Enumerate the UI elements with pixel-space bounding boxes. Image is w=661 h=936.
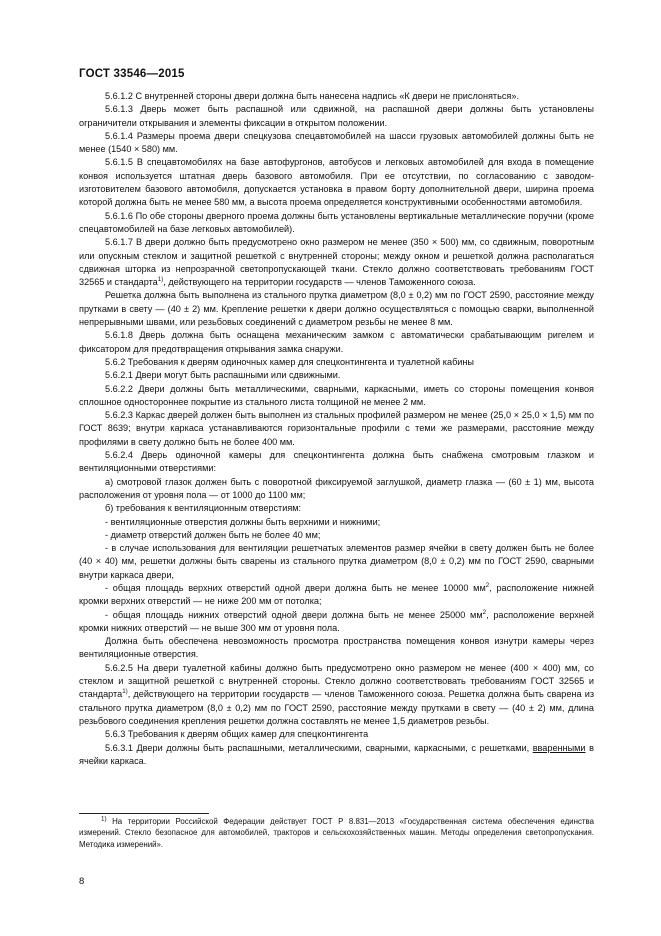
list-item: а) смотровой глазок должен быть с поворотной фиксируемой заглушкой, диаметр глазка — (60 ± 1) мм, высота расположения от уровня пола — от 1000 до 1100 мм;: [79, 476, 594, 500]
paragraph: 5.6.2.4 Дверь одиночной камеры для спецконтингента должна быть снабжена смотровым глазком и вентиляционными отверстиями:: [79, 450, 594, 474]
paragraph: 5.6.2.1 Двери могут быть распашными или сдвижными.: [105, 370, 341, 381]
standard-header: ГОСТ 33546—2015: [79, 68, 185, 80]
list-item: - вентиляционные отверстия должны быть верхними и нижними;: [105, 516, 381, 527]
footnote: $^{1)}$ На территории Российской Федерации действует ГОСТ Р 8.831—2013 «Государственная система обеспечения единства измерений. Стекло безопасное для автомобилей, тракторов и сельскохозяйственных машин. Методы определения светопропускания. Методика измерений».: [79, 815, 594, 849]
paragraph: Решетка должна быть выполнена из стального прутка диаметром (8,0 ± 0,2) мм по ГОСТ 2590, расстояние между прутками в свету — (40 ± 2) мм. Крепление решетки к двери должно осуществляться с помощью сварки, выполненной непрерывными швами, или резьбовых соединений с диаметром резьбы не менее 8 мм.: [79, 290, 594, 328]
list-item: - общая площадь верхних отверстий одной двери должна быть не менее 10000 $мм^2$, расположение нижней кромки верхних отверстий — не ниже 200 мм от потолка;: [79, 581, 595, 607]
list-item: б) требования к вентиляционным отверстиям:: [105, 503, 302, 514]
body-text: [79, 90, 594, 768]
paragraph: 5.6.1.6 По обе стороны дверного проема должны быть установлены вертикальные металлические поручни (кроме спецавтомобилей на базе легковых автомобилей).: [79, 210, 594, 234]
page-number: 8: [79, 876, 85, 887]
paragraph: 5.6.2.3 Каркас дверей должен быть выполнен из стальных профилей размером не менее (25,0 × 25,0 × 1,5) мм по ГОСТ 8639; внутри каркаса устанавливаются горизонтальные профили с теми же размерами, расстояние между профилями в свету должно быть не более 400 мм.: [79, 410, 594, 447]
paragraph: 5.6.1.4 Размеры проема двери спецкузова спецавтомобилей на шасси грузовых автомобилей должны быть не менее (1540 × 580) мм.: [79, 130, 594, 155]
list-item: - общая площадь нижних отверстий одной двери должна быть не менее 25000 $мм^2$, расположение верхней кромки нижних отверстий — не выше 300 мм от уровня пола.: [79, 608, 594, 633]
paragraph: 5.6.3.1 Двери должны быть распашными, металлическими, сварными, каркасными, с решетками, вваренными в ячейки каркаса.: [79, 742, 594, 766]
paragraph: 5.6.2.5 На двери туалетной кабины должно быть предусмотрено окно размером не менее (400 × 400) мм, со стеклом и защитной решеткой с внутренней стороны. Стекло должно соответствовать требованиям ГОСТ 32565 и стандарта$^{1)}$, действующего на территории государств — членов Таможенного союза. Решетка должна быть сварена из стального прутка диаметром (8,0 ± 0,2) мм по ГОСТ 2590, расстояние между прутками в свету — (40 ± 2) мм, длина резьбового соединения крепления решетки должна составлять не менее 1,5 диаметров резьбы.: [79, 662, 594, 726]
paragraph: 5.6.2.2 Двери должны быть металлическими, сварными, каркасными, иметь со стороны помещения конвоя сплошное одностороннее покрытие из стального листа толщиной не менее 2 мм.: [79, 383, 594, 407]
paragraph: 5.6.1.5 В спецавтомобилях на базе автофургонов, автобусов и легковых автомобилей для входа в помещение конвоя используется штатная дверь базового автомобиля. При ее отсутствии, по согласованию с заводом-изготовителем базового автомобиля, допускается установка в правом борту дополнительной двери, ширина проема которой должна быть не менее 580 мм, а высота проема определяется конструктивными особенностями автомобиля.: [79, 157, 594, 208]
section-heading: 5.6.2 Требования к дверям одиночных камер для спецконтингента и туалетной кабины: [105, 356, 474, 367]
paragraph: Должна быть обеспечена невозможность просмотра пространства помещения конвоя изнутри камеры через вентиляционные отверстия.: [79, 636, 594, 660]
list-item: - диаметр отверстий должен быть не более 40 мм;: [105, 529, 321, 540]
list-item: - в случае использования для вентиляции решетчатых элементов размер ячейки в свету должен быть не более (40 × 40) мм, решетки должны быть сварены из стального прутка диаметром (8,0 ± 0,2) мм по ГОСТ 2590, сварными внутри каркаса двери,: [79, 543, 594, 580]
section-heading: 5.6.3 Требования к дверям общих камер для спецконтингента: [105, 729, 369, 740]
paragraph: 5.6.1.7 В двери должно быть предусмотрено окно размером не менее (350 × 500) мм, со сдвижным, поворотным или опускным стеклом и защитной решеткой с внутренней стороны; между окном и решеткой должна располагаться сдвижная шторка из непрозрачной светопропускающей ткани. Стекло должно соответствовать требованиям ГОСТ 32565 и стандарта$^{1)}$, действующего на территории государств — членов Таможенного союза.: [79, 237, 594, 288]
paragraph: 5.6.1.3 Дверь может быть распашной или сдвижной, на распашной двери должны быть установлены ограничители открывания и элементы фиксации в открытом положении.: [79, 104, 594, 128]
paragraph: 5.6.1.2 С внутренней стороны двери должна быть нанесена надпись «К двери не прислоняться».: [105, 91, 519, 101]
paragraph: 5.6.1.8 Дверь должна быть оснащена механическим замком с автоматически срабатывающим ригелем и фиксатором для предотвращения открывания замка снаружи.: [79, 330, 594, 354]
footnote-divider: [79, 813, 209, 814]
